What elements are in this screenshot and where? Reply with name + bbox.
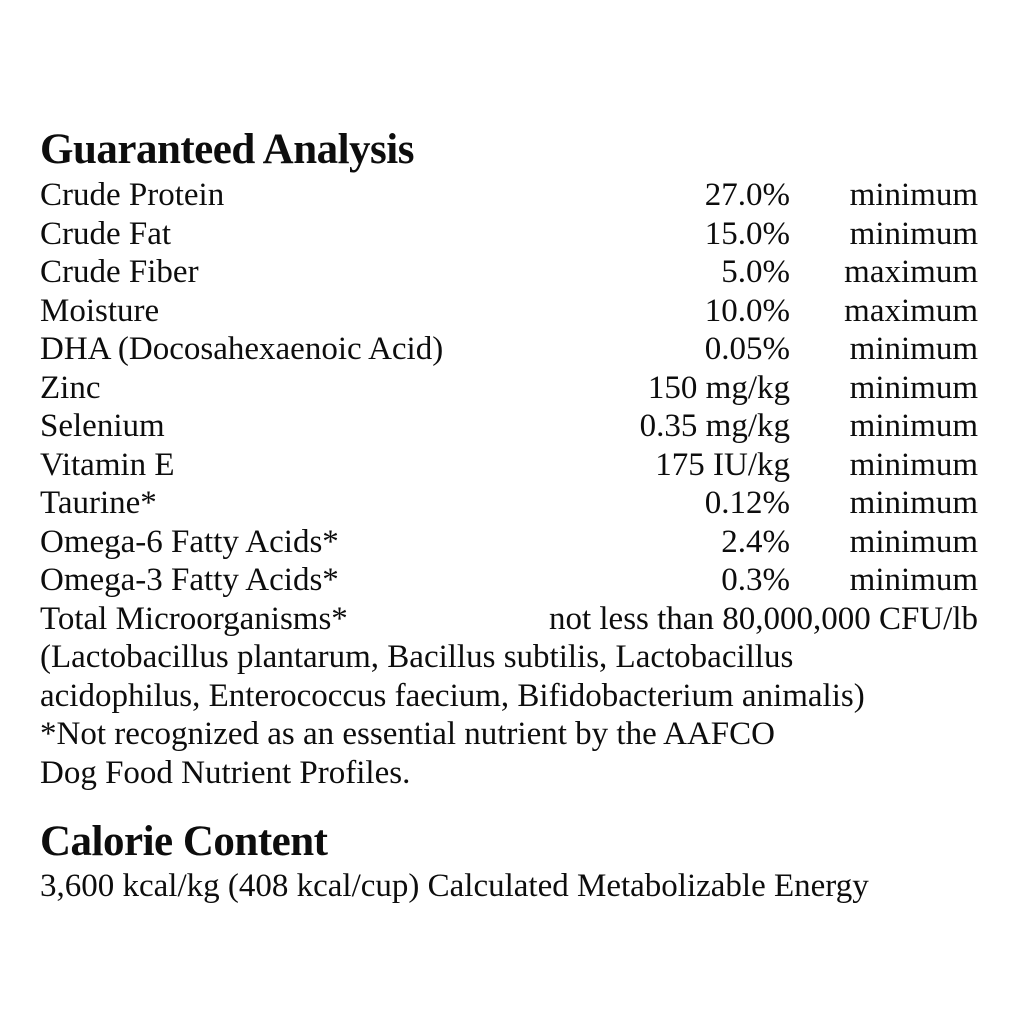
nutrient-name: Crude Fat: [40, 215, 172, 252]
nutrient-name: Taurine*: [40, 485, 157, 521]
nutrient-value: 15.0%: [704, 215, 790, 252]
nutrient-value: 0.12%: [704, 485, 790, 521]
calorie-content-value: 3,600 kcal/kg (408 kcal/cup) Calculated Metabolizable Energy: [40, 868, 869, 904]
nutrient-qualifier: minimum: [849, 408, 978, 444]
nutrient-name: DHA (Docosahexaenoic Acid): [40, 331, 444, 367]
aafco-footnote: *Not recognized as an essential nutrient by the AAFCO: [40, 716, 776, 752]
calorie-content-section: [40, 818, 978, 907]
calorie-content-title: Calorie Content: [40, 818, 328, 865]
nutrient-qualifier: minimum: [849, 215, 978, 252]
aafco-footnote: Dog Food Nutrient Profiles.: [40, 754, 411, 791]
nutrient-value: 2.4%: [721, 523, 790, 560]
nutrient-value: 0.3%: [721, 562, 790, 598]
nutrient-name: Omega-3 Fatty Acids*: [40, 562, 339, 598]
nutrient-value: 0.35 mg/kg: [639, 408, 790, 444]
nutrient-qualifier: maximum: [844, 254, 978, 290]
table-row: [40, 484, 978, 523]
nutrient-value: 0.05%: [704, 331, 790, 367]
nutrient-name: Crude Fiber: [40, 254, 199, 290]
table-row: [40, 253, 978, 292]
nutrient-qualifier: minimum: [849, 369, 978, 406]
table-row: [40, 561, 978, 600]
nutrient-qualifier: minimum: [849, 177, 978, 213]
nutrient-value: 175 IU/kg: [655, 446, 790, 483]
table-row: [40, 215, 978, 254]
nutrient-name: Moisture: [40, 292, 160, 329]
nutrient-qualifier: minimum: [849, 485, 978, 521]
nutrient-value: 27.0%: [704, 177, 790, 213]
guaranteed-analysis-table: [40, 176, 978, 792]
nutrient-qualifier: minimum: [849, 446, 978, 483]
table-row: [40, 407, 978, 446]
nutrient-qualifier: minimum: [849, 523, 978, 560]
nutrient-name: Zinc: [40, 369, 101, 406]
nutrient-name: Vitamin E: [40, 446, 175, 483]
table-row: [40, 369, 978, 408]
nutrient-name: Selenium: [40, 408, 165, 444]
table-row: [40, 523, 978, 562]
nutrient-qualifier: minimum: [849, 562, 978, 598]
table-row: [40, 176, 978, 215]
table-row: [40, 292, 978, 331]
nutrient-value: 10.0%: [704, 292, 790, 329]
microorganism-species-note: (Lactobacillus plantarum, Bacillus subtilis, Lactobacillus: [40, 639, 794, 675]
table-row-total-microorganisms: [40, 600, 978, 639]
nutrient-name: Omega-6 Fatty Acids*: [40, 523, 339, 560]
microorganism-species-note: acidophilus, Enterococcus faecium, Bifidobacterium animalis): [40, 677, 865, 714]
nutrient-qualifier: minimum: [849, 331, 978, 367]
guaranteed-analysis-title: Guaranteed Analysis: [40, 126, 414, 173]
table-row: [40, 330, 978, 369]
nutrient-qualifier: maximum: [844, 292, 978, 329]
nutrient-value: 5.0%: [721, 254, 790, 290]
nutrient-name: Total Microorganisms*: [40, 600, 348, 637]
table-row: [40, 446, 978, 485]
nutrient-name: Crude Protein: [40, 177, 225, 213]
nutrient-value: 150 mg/kg: [647, 369, 790, 406]
nutrient-value: not less than 80,000,000 CFU/lb: [548, 600, 978, 637]
